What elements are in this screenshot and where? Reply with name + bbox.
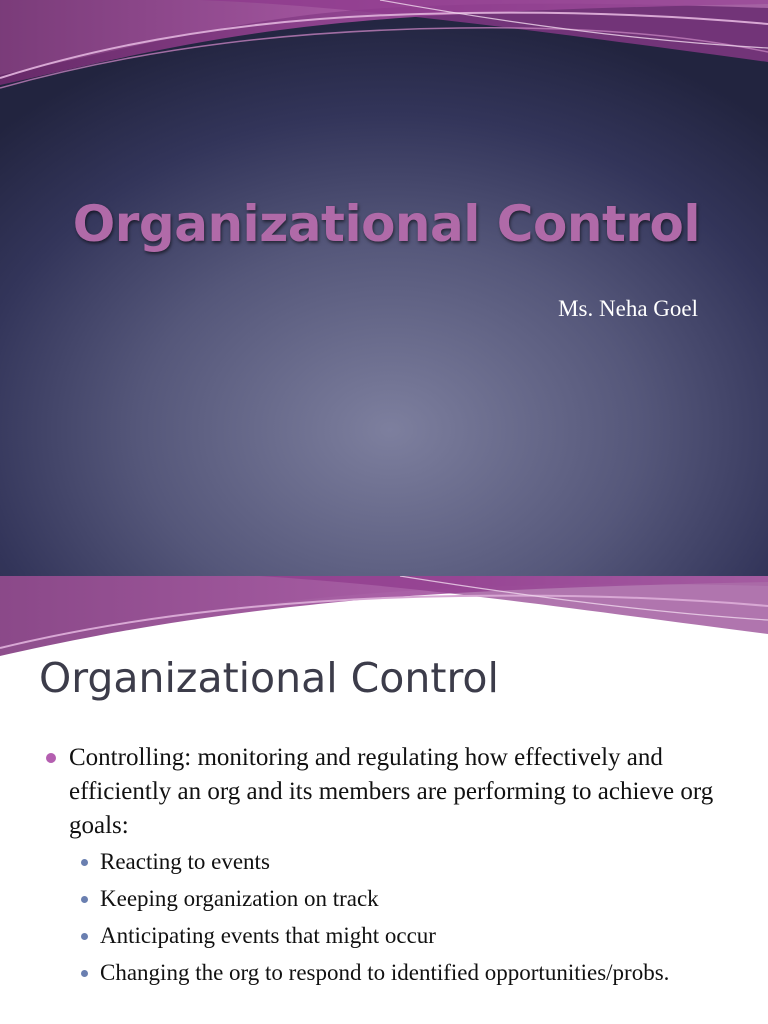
- list-item: [75, 921, 744, 951]
- bullet-icon: [81, 859, 88, 866]
- content-slide: [0, 576, 768, 1024]
- bullet-icon: [81, 933, 88, 940]
- list-item: [44, 741, 744, 988]
- presenter-name: Ms. Neha Goel: [558, 296, 698, 321]
- wave-banner-top: [0, 0, 768, 120]
- sub-bullet-list: [75, 847, 744, 988]
- bullet-text: Controlling: monitoring and regulating how effectively and efficiently an org and its members are performing to achieve org goals:: [69, 744, 714, 839]
- sub-bullet-text: Reacting to events: [100, 849, 270, 874]
- list-item: [75, 958, 744, 988]
- bullet-icon: [81, 970, 88, 977]
- list-item: [75, 847, 744, 877]
- bullet-icon: [46, 753, 56, 763]
- list-item: [75, 884, 744, 914]
- bullet-icon: [81, 896, 88, 903]
- sub-bullet-text: Changing the org to respond to identified opportunities/probs.: [100, 960, 670, 985]
- slide-title: Organizational Control: [39, 654, 499, 702]
- sub-bullet-text: Anticipating events that might occur: [100, 923, 436, 948]
- bullet-list: [44, 741, 744, 995]
- wave-banner-top: [0, 576, 768, 666]
- slide-title: Organizational Control: [72, 195, 700, 253]
- sub-bullet-text: Keeping organization on track: [100, 886, 379, 911]
